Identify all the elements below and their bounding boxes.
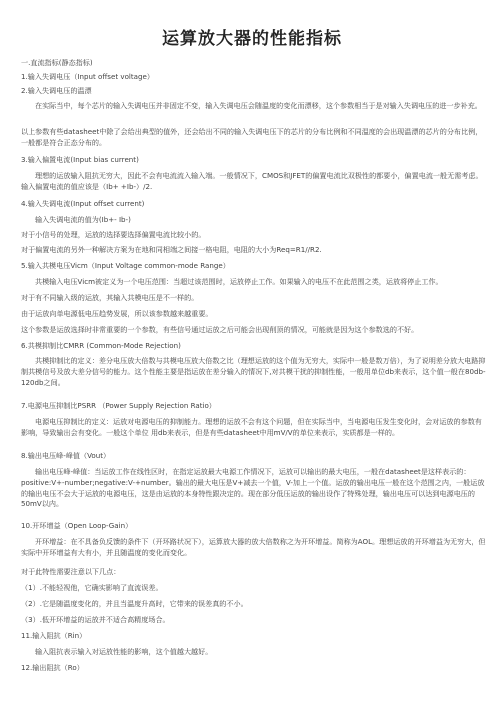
paragraph: 由于运放向单电源低电压趋势发展，所以该参数越来越重要。 [21,309,213,318]
paragraph: 对于偏置电流的另外一种解决方案为在地和同相端之间接一格电阻，电阻的大小为Req=R1//R2. [21,245,322,254]
item-heading: 3.输入偏置电流(Input bias current) [21,155,139,164]
item-heading: 12.输出阻抗（Ro） [21,663,84,672]
list-item: （1）.不能轻视他，它确实影响了直流误差。 [21,583,163,592]
paragraph: 以上参数有些datasheet中除了会给出典型的值外，还会给出不同的输入失调电压下的芯片的分布比例和不同温度的会出现温漂的芯片的分布比例，一般都是符合正态分布的。 [21,127,483,147]
paragraph: 在实际当中，每个芯片的输入失调电压并非固定不变，输入失调电压会随温度的变化而漂移，这个参数相当于是对输入失调电压的进一步补充。 [35,101,482,110]
paragraph: 输入阻抗表示输入对运放性能的影响，这个值越大越好。 [35,647,213,656]
item-heading: 7.电源电压抑制比PSRR （Power Supply Rejection Ratio） [21,401,216,410]
paragraph: 电源电压抑制比的定义：运放对电源电压的抑制能力。理想的运放不会有这个问题，但在实际当中，当电源电压发生变化时，会对运放的参数有影响，导致输出会有变化。一般这个单位 用db来表示，但是有些datasheet中用mV/V的单位来表示，实质都是一样的。 [21,417,482,437]
item-heading: 5.输入共模电压Vicm（Input Voltage common-mode Range） [21,261,230,270]
item-heading: 2.输入失调电压的温漂 [21,86,92,95]
paragraph: 共模输入电压Vicm被定义为一个电压范围：当超过该范围时，运放停止工作。如果输入的电压不在此范围之类，运放将停止工作。 [35,277,443,286]
page-title: 运算放大器的性能指标 [162,29,342,49]
item-heading: 4.输入失调电流(Input offset current) [21,199,145,208]
list-item: （3）.低开环增益的运放并不适合高精度场合。 [21,615,170,624]
paragraph: 输出电压峰-峰值：当运放工作在线性区时，在指定运放最大电源工作情况下，运放可以输出的最大电压，一般在datasheet是这样表示的：positive:V+-number;negative:V-+number。输出的最大电压是V+减去一个值，V-加上一个值。运放的输出电压一般在这个范围之内，一般运放的输出电压不会大于运放的电源电压，这是由运放的本身特性跟决定的。现在部分低压运放的输出设作了特殊处理，输出电压可以达到电源电压的50mV以内。 [21,467,485,509]
section-heading: 一.直流指标(静态指标) [21,58,93,67]
paragraph: 对于此特性需要注意以下几点： [21,567,121,576]
paragraph: 开环增益：在不具备负反馈的条件下（开环路状况下），运算放大器的放大倍数称之为开环增益。简称为AOL。理想运放的开环增益为无穷大，但实际中开环增益有大有小，并且随温度的变化而变化。 [21,537,486,557]
item-heading: 10.开环增益（Open Loop-Gain） [21,521,133,530]
paragraph: 输入失调电流的值为(Ib+- Ib-) [35,215,131,224]
paragraph: 共模抑制比的定义：差分电压放大倍数与共模电压放大倍数之比（理想运放的这个值为无穷大，实际中一般是数万倍），为了说明差分放大电路抑制共模信号及放大差分信号的能力。这个性能主要是指运放在差分输入的情况下,对共模干扰的抑制性能，一般用单位db来表示，这个值一般在80db-120db之间。 [21,356,486,387]
paragraph: 对于小信号的处理，运放的选择要选择偏置电流比较小的。 [21,230,206,239]
item-heading: 8.输出电压峰-峰值（Vout） [21,451,111,460]
paragraph: 理想的运放输入阻抗无穷大，因此不会有电流流入输入端。一般情况下，CMOS和JFET的偏置电流比双极性的都要小，偏置电流一般无需考虑。输入偏置电流的值应该是（Ib+ +Ib-）/2. [21,171,483,191]
item-heading: 11.输入阻抗（Rin） [21,631,87,640]
item-heading: 6.共模抑制比CMRR (Common-Mode Rejection) [21,341,181,350]
paragraph: 对于有不同输入级的运放，其输入共模电压是不一样的。 [21,293,199,302]
list-item: （2）.它是随温度变化的，并且当温度升高时，它带来的误差真的不小。 [21,599,248,608]
item-heading: 1.输入失调电压（Input offset voltage） [21,72,154,81]
paragraph: 这个参数是运放选择时非常重要的一个参数，有些信号通过运放之后可能会出现削顶的情况，可能就是因为这个参数选的不好。 [21,325,419,334]
